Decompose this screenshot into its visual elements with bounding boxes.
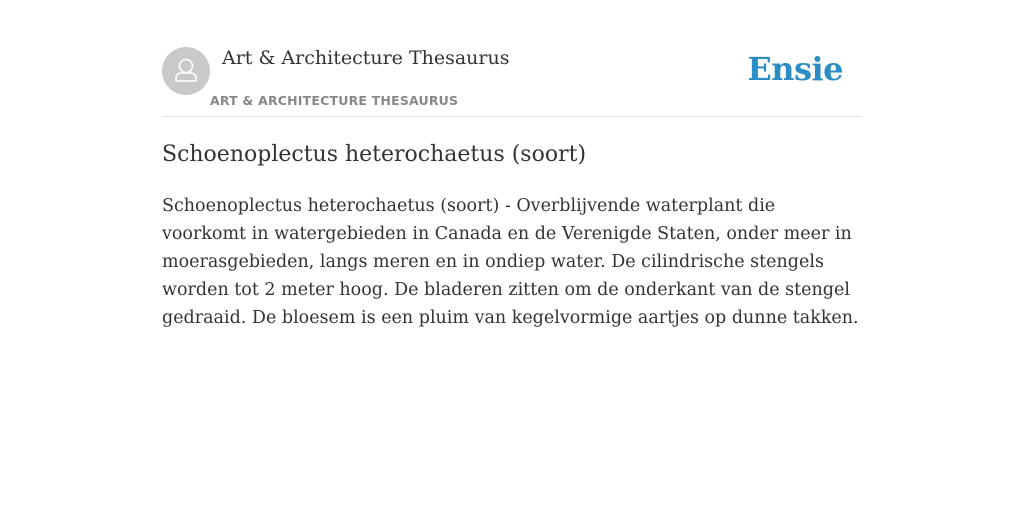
entry-definition: Schoenoplectus heterochaetus (soort) - Overblijvende waterplant die voorkomt in watergebieden in Canada en de Verenigde Staten, onder meer in moerasgebieden, langs meren en in ondiep water. De cilindrische stengels worden tot 2 meter hoog. De bladeren zitten om de onderkant van de stengel gedraaid. De bloesem is een pluim van kegelvormige aartjes op dunne takken. — [162, 196, 859, 328]
brand-logo[interactable]: Ensie — [747, 50, 843, 88]
source-header — [162, 46, 862, 117]
source-subtitle: ART & ARCHITECTURE THESAURUS — [210, 93, 459, 108]
person-icon — [162, 47, 210, 95]
entry-title: Schoenoplectus heterochaetus (soort) — [162, 142, 587, 167]
user-avatar-icon[interactable] — [162, 47, 210, 95]
source-title-link[interactable]: Art & Architecture Thesaurus — [222, 47, 510, 69]
